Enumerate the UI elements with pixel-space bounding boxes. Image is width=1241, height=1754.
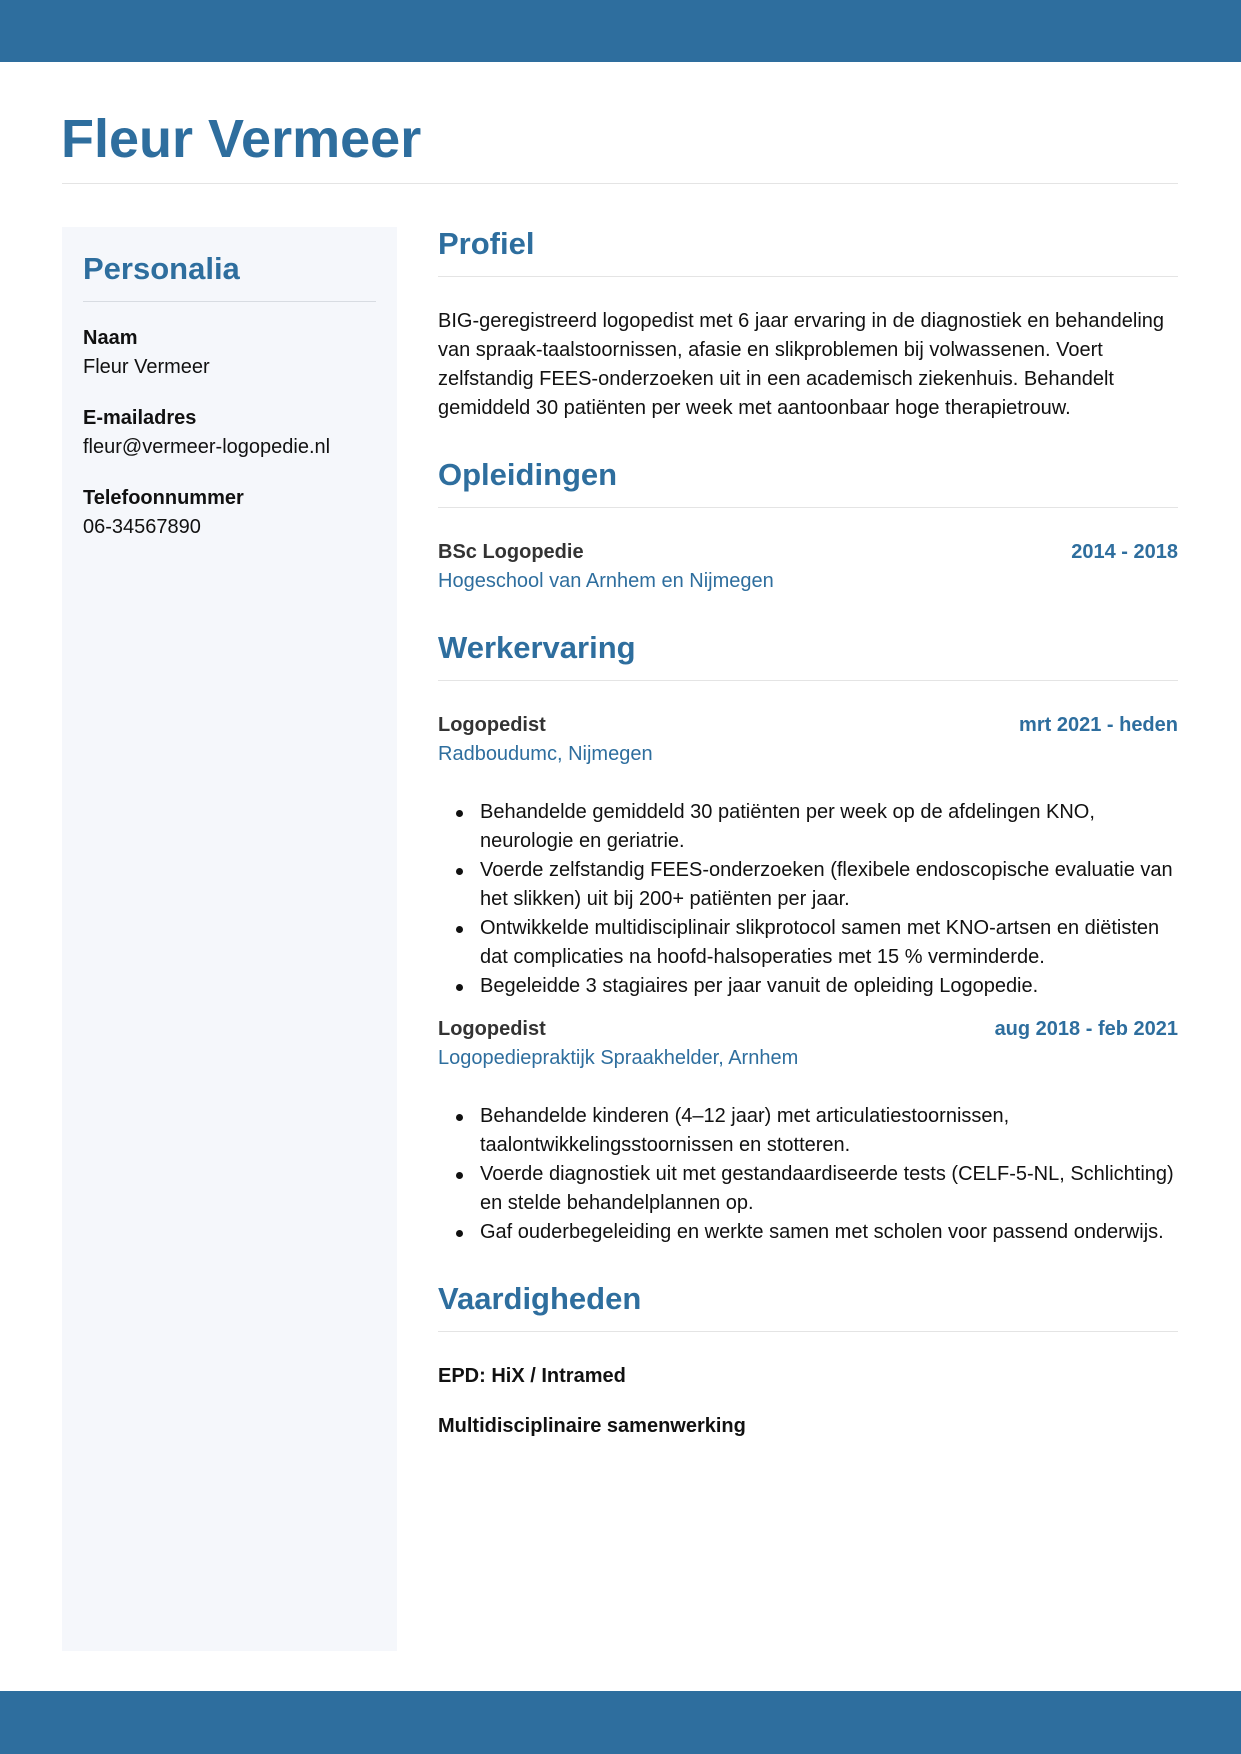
top-banner <box>0 0 1241 62</box>
field-label: Telefoonnummer <box>83 487 244 509</box>
field-label: Naam <box>83 327 138 349</box>
education-entry <box>438 538 1178 596</box>
field-value: Fleur Vermeer <box>83 356 210 378</box>
section-profile <box>438 222 1178 423</box>
entry-title: Logopedist <box>438 714 546 736</box>
list-item: Behandelde kinderen (4–12 jaar) met articulatiestoornissen, taalontwikkelingsstoornissen en stotteren. <box>480 1102 1178 1160</box>
skill-item: EPD: HiX / Intramed <box>438 1365 626 1387</box>
entry-organization: Logopediepraktijk Spraakhelder, Arnhem <box>438 1047 799 1069</box>
list-item: Behandelde gemiddeld 30 patiënten per week op de afdelingen KNO, neurologie en geriatrie. <box>480 798 1178 856</box>
bullet-list <box>438 1102 1178 1247</box>
section-heading: Profiel <box>438 222 1178 277</box>
entry-date: 2014 - 2018 <box>1071 541 1178 563</box>
field-label: E-mailadres <box>83 407 197 429</box>
field-value: 06-34567890 <box>83 516 201 538</box>
section-heading: Opleidingen <box>438 453 1178 508</box>
field-phone <box>83 484 376 542</box>
bullet-list <box>438 798 1178 1001</box>
skill-item: Multidisciplinaire samenwerking <box>438 1415 746 1437</box>
main-content <box>438 222 1178 1441</box>
entry-organization: Hogeschool van Arnhem en Nijmegen <box>438 570 774 592</box>
experience-entry <box>438 1015 1178 1247</box>
profile-text: BIG-geregistreerd logopedist met 6 jaar ervaring in de diagnostiek en behandeling van spraak-taalstoornissen, afasie en slikproblemen bij volwassenen. Voert zelfstandig FEES-onderzoeken uit in een academisch ziekenhuis. Behandelt gemiddeld 30 patiënten per week met aantoonbaar hoge therapietrouw. <box>438 310 1165 419</box>
header-divider <box>62 183 1178 184</box>
list-item: Voerde diagnostiek uit met gestandaardiseerde tests (CELF-5-NL, Schlichting) en stelde behandelplannen op. <box>480 1160 1178 1218</box>
bottom-banner <box>0 1691 1241 1754</box>
section-heading: Werkervaring <box>438 626 1178 681</box>
section-skills <box>438 1277 1178 1441</box>
list-item: Ontwikkelde multidisciplinair slikprotocol samen met KNO-artsen en diëtisten dat complicaties na hoofd-halsoperaties met 15 % verminderde. <box>480 914 1178 972</box>
section-heading: Vaardigheden <box>438 1277 1178 1332</box>
field-name <box>83 324 376 382</box>
entry-organization: Radboudumc, Nijmegen <box>438 743 653 765</box>
entry-title: Logopedist <box>438 1018 546 1040</box>
field-email <box>83 404 376 462</box>
entry-date: aug 2018 - feb 2021 <box>994 1018 1178 1040</box>
page-title: Fleur Vermeer <box>61 109 422 169</box>
sidebar-heading: Personalia <box>83 247 376 302</box>
list-item: Gaf ouderbegeleiding en werkte samen met scholen voor passend onderwijs. <box>480 1218 1178 1247</box>
field-value: fleur@vermeer-logopedie.nl <box>83 436 331 458</box>
section-education <box>438 453 1178 596</box>
list-item: Begeleidde 3 stagiaires per jaar vanuit de opleiding Logopedie. <box>480 972 1178 1001</box>
section-experience <box>438 626 1178 1247</box>
sidebar-personalia <box>62 227 397 1651</box>
entry-date: mrt 2021 - heden <box>1019 714 1178 736</box>
list-item: Voerde zelfstandig FEES-onderzoeken (flexibele endoscopische evaluatie van het slikken) uit bij 200+ patiënten per jaar. <box>480 856 1178 914</box>
experience-entry <box>438 711 1178 1001</box>
entry-title: BSc Logopedie <box>438 541 584 563</box>
